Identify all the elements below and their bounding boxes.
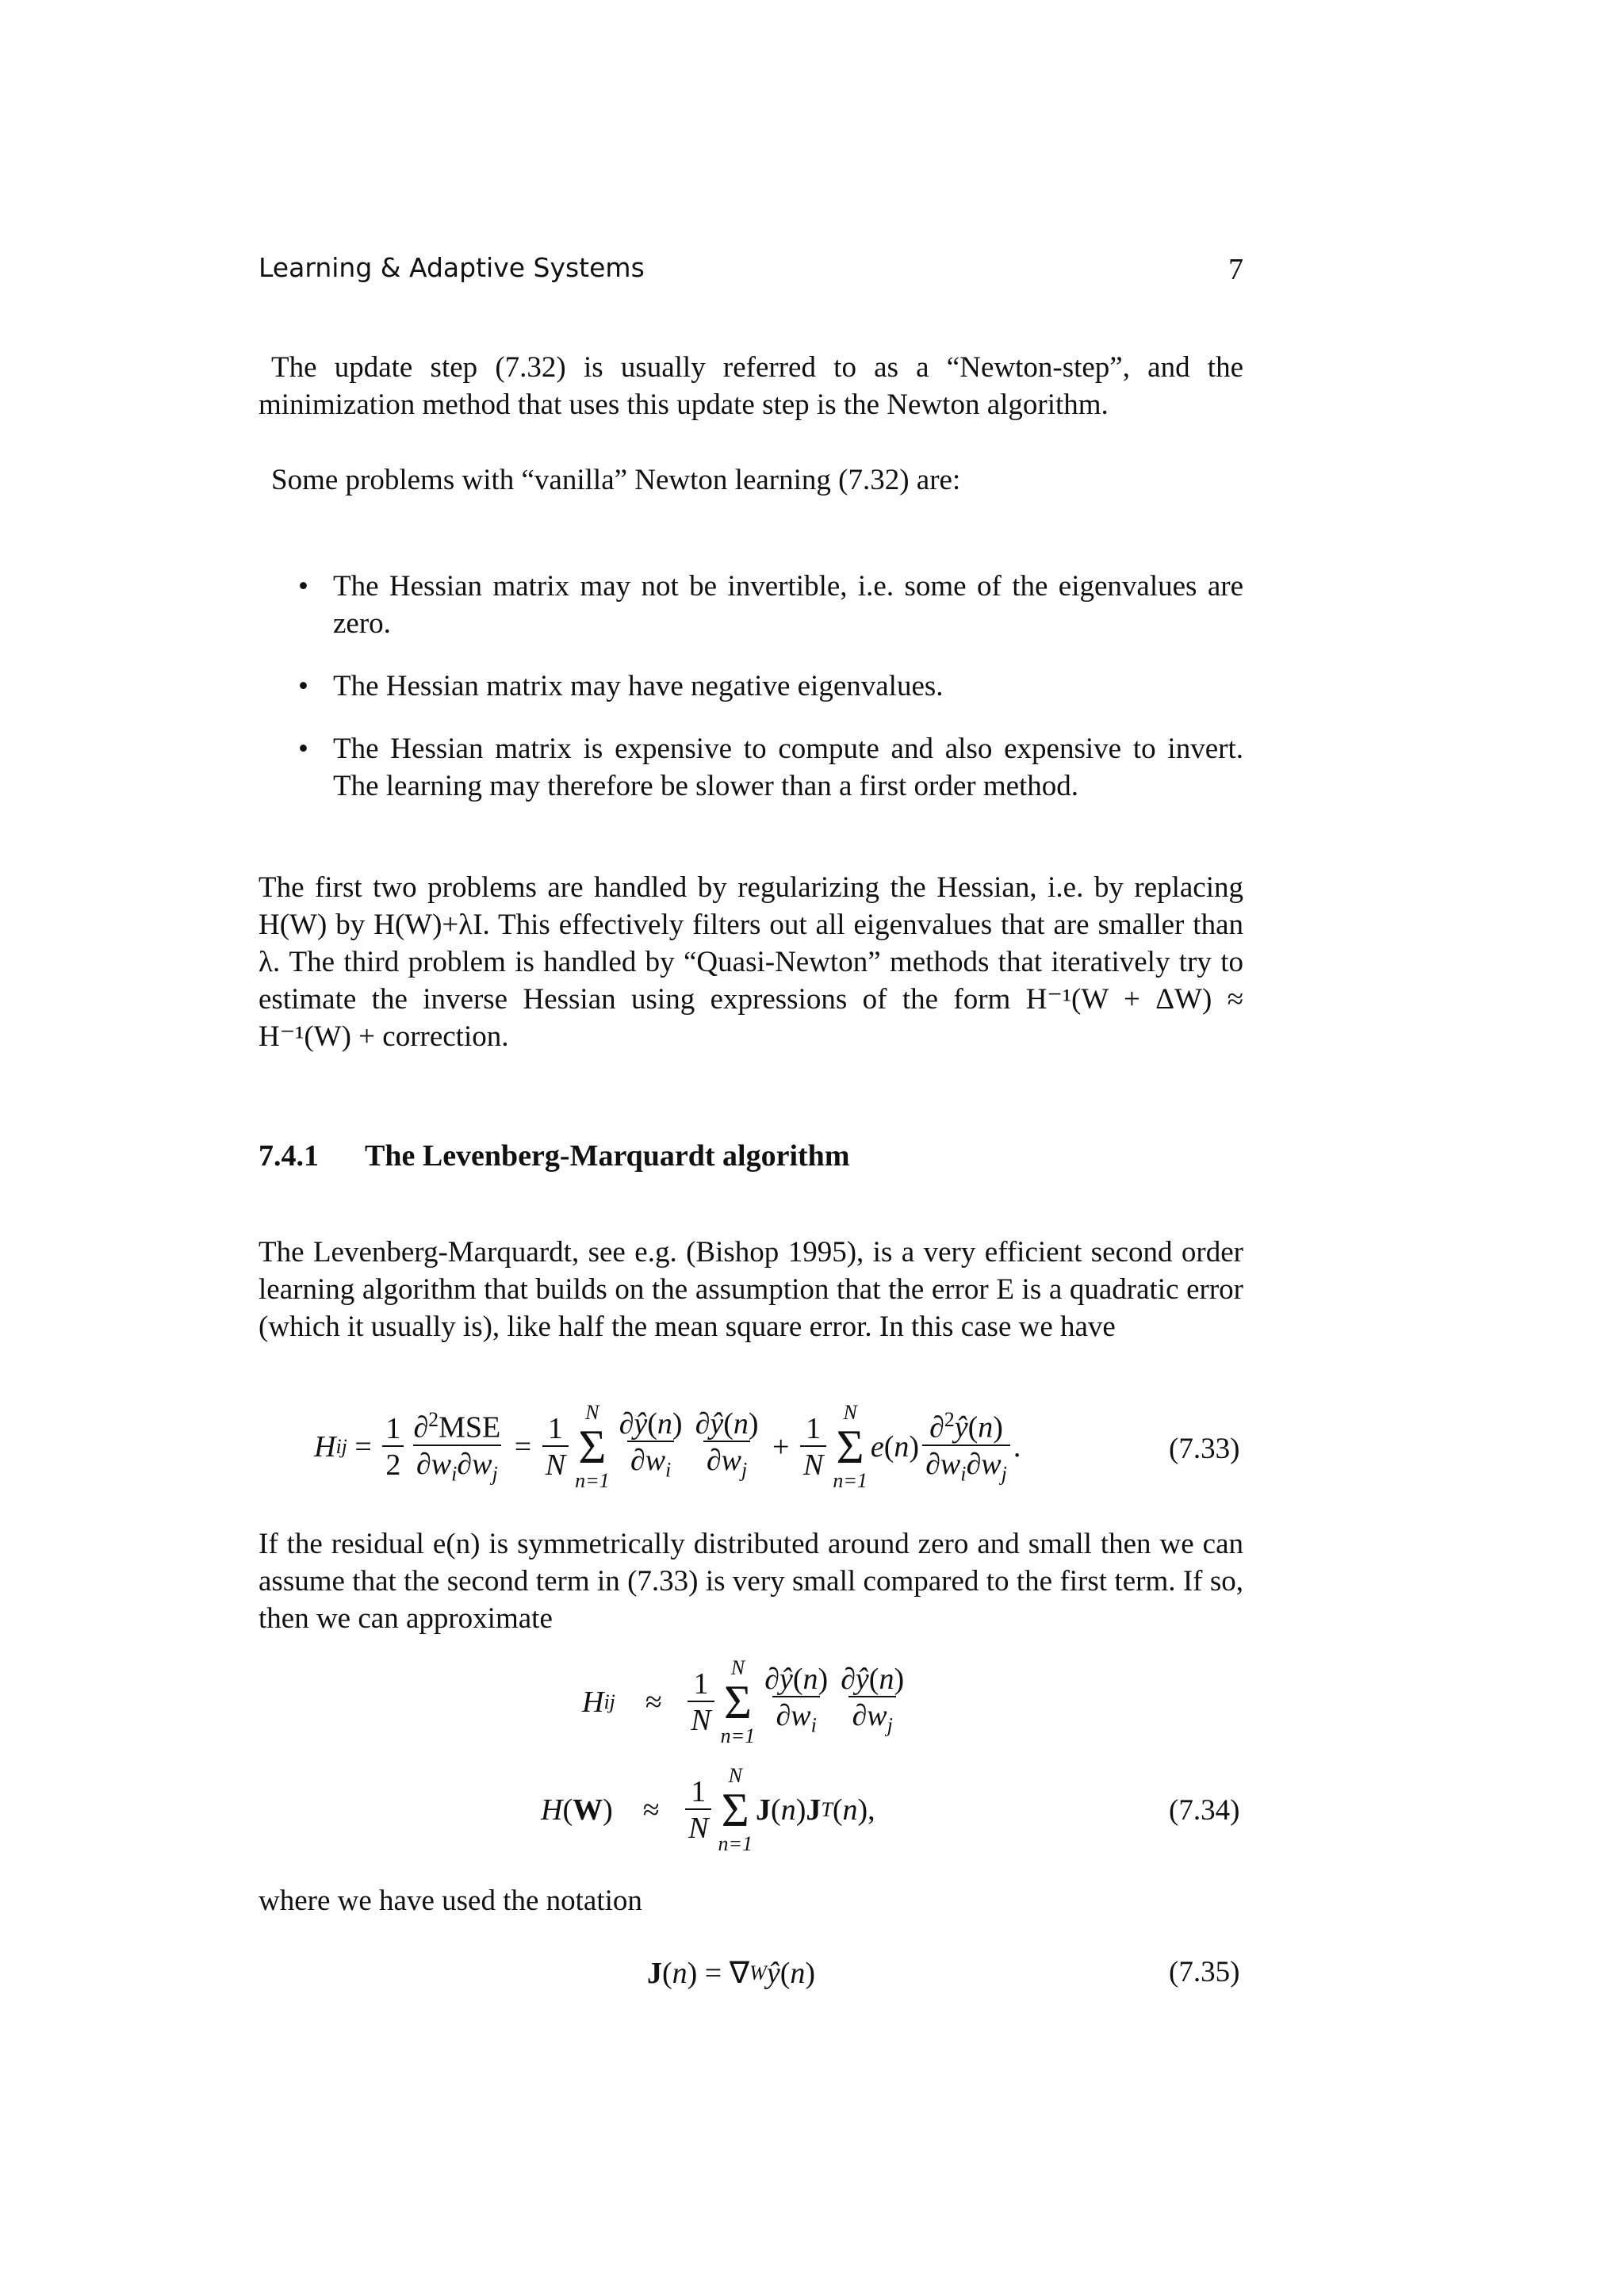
section-title: The Levenberg-Marquardt algorithm bbox=[365, 1139, 850, 1173]
equation-7-35: J ( n ) = ∇ W ŷ ( n ) bbox=[647, 1956, 816, 1990]
equation-number: (7.34) bbox=[1169, 1794, 1240, 1827]
list-item: • The Hessian matrix may not be invertible, i.e. some of the eigenvalues are zero. bbox=[298, 570, 1243, 640]
paragraph-levenberg-marquardt: The Levenberg-Marquardt, see e.g. (Bishop 1995), is a very efficient second order learning algorithm that builds on the assumption that the error E is a quadratic error (which it usually is), like half the mean square error. In this case we have bbox=[259, 1236, 1243, 1343]
problem-list bbox=[295, 568, 1243, 830]
paragraph-regularization: The first two problems are handled by regularizing the Hessian, i.e. by replacing H(W) by H(W)+λI. This effectively filters out all eigenvalues that are smaller than λ. The third problem is handled by “Quasi-Newton” methods that iteratively try to estimate the inverse Hessian using expressions of the form H⁻¹(W + ΔW) ≈ H⁻¹(W) + correction. bbox=[259, 871, 1243, 1053]
equation-7-34: H ( W ) ≈ $\frac{1}{N}$ N Σ n=1 J ( n ) J T ( n ), bbox=[541, 1764, 875, 1855]
list-item: • The Hessian matrix is expensive to compute and also expensive to invert. The learning may therefore be slower than a first order method. bbox=[298, 733, 1243, 802]
equation-hessian-approx: H ij ≈ $\frac{1}{N}$ N Σ n=1 $\frac{\partial ŷ(n)}{\partial w_i}$ $\frac{\partial ŷ(n)}{\partial w_j}$ bbox=[582, 1656, 905, 1747]
equation-number: (7.33) bbox=[1169, 1433, 1240, 1465]
paragraph-problems-intro: Some problems with “vanilla” Newton learning (7.32) are: bbox=[271, 464, 961, 496]
section-heading bbox=[259, 1138, 849, 1173]
section-number: 7.4.1 bbox=[259, 1139, 319, 1173]
equation-number: (7.35) bbox=[1169, 1956, 1240, 1988]
list-item: • The Hessian matrix may have negative eigenvalues. bbox=[298, 670, 944, 702]
paragraph-residual: If the residual e(n) is symmetrically distributed around zero and small then we can assume that the second term in (7.33) is very small compared to the first term. If so, then we can approximate bbox=[259, 1528, 1243, 1635]
equation-7-33: H ij = $\frac{1}{2}$ $\frac{\partial^2MSE}{\partial w_i\partial w_j}$ = $\frac{1}{N}$ N Σ n=1 $\frac{\partial ŷ(n)}{\partial w_i}$ $\frac{\partial ŷ(n)}{\partial w_j}$ + $\frac{1}{N}$ N Σ n=1 e ( n ) $\frac{\partial^2ŷ(n)}{\partial w_i\partial w_j}$ . bbox=[314, 1401, 1021, 1492]
paragraph-newton-step: The update step (7.32) is usually referred to as a “Newton-step”, and the minimization method that uses this update step is the Newton algorithm. bbox=[259, 351, 1243, 421]
running-head bbox=[259, 252, 1243, 286]
header-title: Learning & Adaptive Systems bbox=[259, 252, 645, 283]
paragraph-notation: where we have used the notation bbox=[259, 1885, 642, 1917]
page-number: 7 bbox=[1228, 253, 1243, 286]
